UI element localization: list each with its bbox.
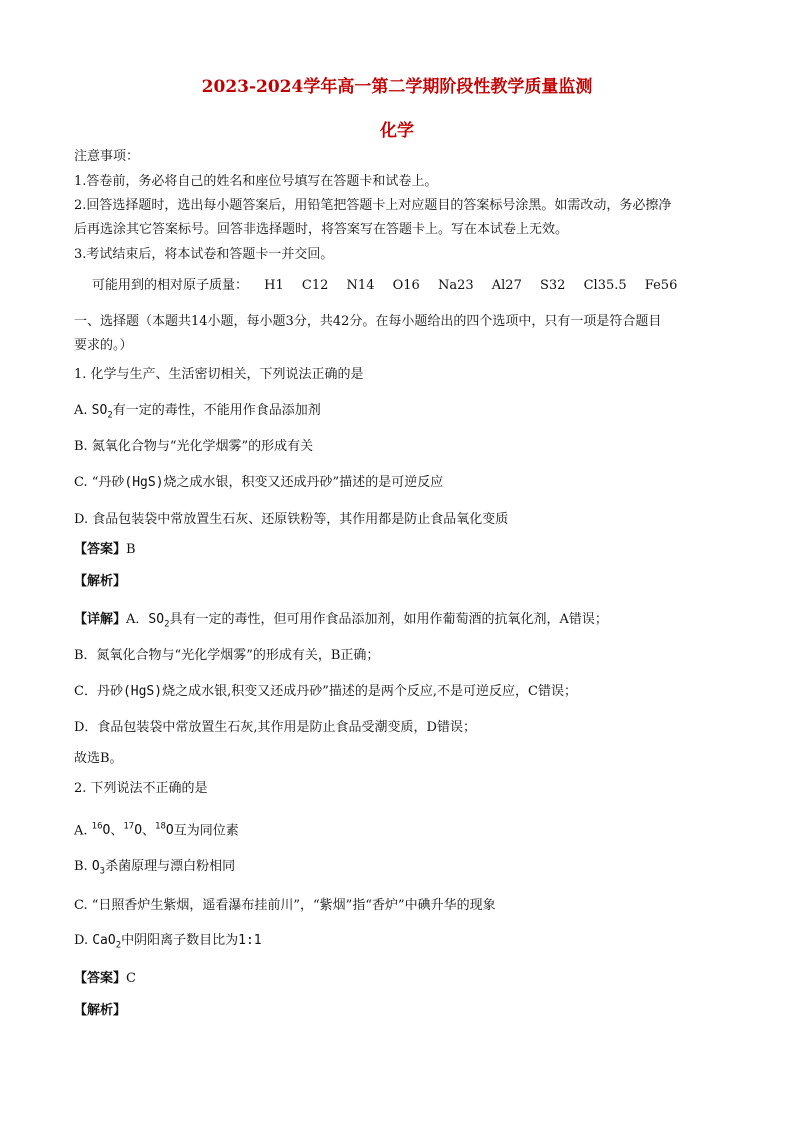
q2-answer: 【答案】C [74,971,136,986]
isotope-o17: $^{17}$O [123,822,143,839]
so2-formula: $SO_2$ [91,403,113,421]
q2-analysis-label: 【解析】 [74,1003,127,1018]
q2-option-b: B. $O_3$杀菌原理与漂白粉相同 [74,859,236,877]
o3-formula: $O_3$ [91,859,106,877]
atomic-mass-c: C12 [301,278,329,293]
q1-analysis-label: 【解析】 [74,574,127,589]
atomic-mass-n: N14 [346,278,375,293]
q1-detail-d: D．食品包装袋中常放置生石灰,其作用是防止食品受潮变质，D错误； [74,720,476,735]
atomic-mass-fe: Fe56 [644,278,678,293]
q2-stem: 2. 下列说法不正确的是 [74,781,208,796]
atomic-mass-na: Na23 [437,278,474,293]
section-heading: 一、选择题（本题共14小题，每小题3分，共42分。在每小题给出的四个选项中，只有一项是符合题目 [74,314,662,329]
cao2-formula: CaO$_2$ [92,933,122,951]
q2-option-a: A. $^{16}$O、$^{17}$O、$^{18}$O互为同位素 [74,822,239,839]
atomic-mass-o: O16 [392,278,420,293]
notice-item-2-cont: 后再选涂其它答案标号。回答非选择题时，将答案写在答题卡上。写在本试卷上无效。 [74,222,569,237]
q1-option-c: C. “丹砂(HgS)烧之成水银，积变又还成丹砂”描述的是可逆反应 [74,475,444,490]
notice-item-2: 2.回答选择题时，选出每小题答案后，用铅笔把答题卡上对应题目的答案标号涂黑。如需改动，务必擦净 [74,198,672,213]
atomic-mass-al: Al27 [491,278,522,293]
q1-option-b: B. 氮氧化合物与“光化学烟雾”的形成有关 [74,439,314,454]
atomic-mass-h: H1 [264,278,284,293]
notice-heading: 注意事项： [74,149,140,164]
hgs-formula: (HgS) [124,475,164,490]
q2-option-c: C. “日照香炉生紫烟，遥看瀑布挂前川”，“紫烟”指“香炉”中碘升华的现象 [74,898,496,913]
atomic-mass-label: 可能用到的相对原子质量： [92,278,249,293]
q1-stem: 1. 化学与生产、生活密切相关，下列说法正确的是 [74,367,364,382]
exam-title: 2023-2024学年高一第二学期阶段性教学质量监测 [201,77,593,97]
atomic-mass-s: S32 [540,278,566,293]
atomic-mass-line [92,277,691,295]
q1-option-a: A. $SO_2$有一定的毒性，不能用作食品添加剂 [74,403,321,421]
q1-answer: 【答案】B [74,542,136,557]
q2-option-d: D. CaO$_2$中阴阳离子数目比为1:1 [74,933,262,951]
q1-detail-c: C．丹砂(HgS)烧之成水银,积变又还成丹砂”描述的是两个反应,不是可逆反应，C错误； [74,684,577,699]
section-heading-cont: 要求的。） [74,338,133,353]
notice-item-3: 3.考试结束后，将本试卷和答题卡一并交回。 [74,247,334,262]
q1-conclusion: 故选B。 [74,751,123,766]
atomic-mass-cl: Cl35.5 [583,278,627,293]
q1-detail-b: B．氮氧化合物与“光化学烟雾”的形成有关，B正确； [74,648,380,663]
isotope-o16: $^{16}$O [91,822,111,839]
notice-item-1: 1.答卷前，务必将自己的姓名和座位号填写在答题卡和试卷上。 [74,174,438,189]
isotope-o18: $^{18}$O [155,822,174,839]
q1-detail-a: 【详解】A．$SO_2$具有一定的毒性，但可用作食品添加剂，如用作葡萄酒的抗氧化剂，A错误； [74,612,608,630]
q1-option-d: D. 食品包装袋中常放置生石灰、还原铁粉等，其作用都是防止食品氧化变质 [74,512,509,527]
subject-title: 化学 [380,121,414,141]
